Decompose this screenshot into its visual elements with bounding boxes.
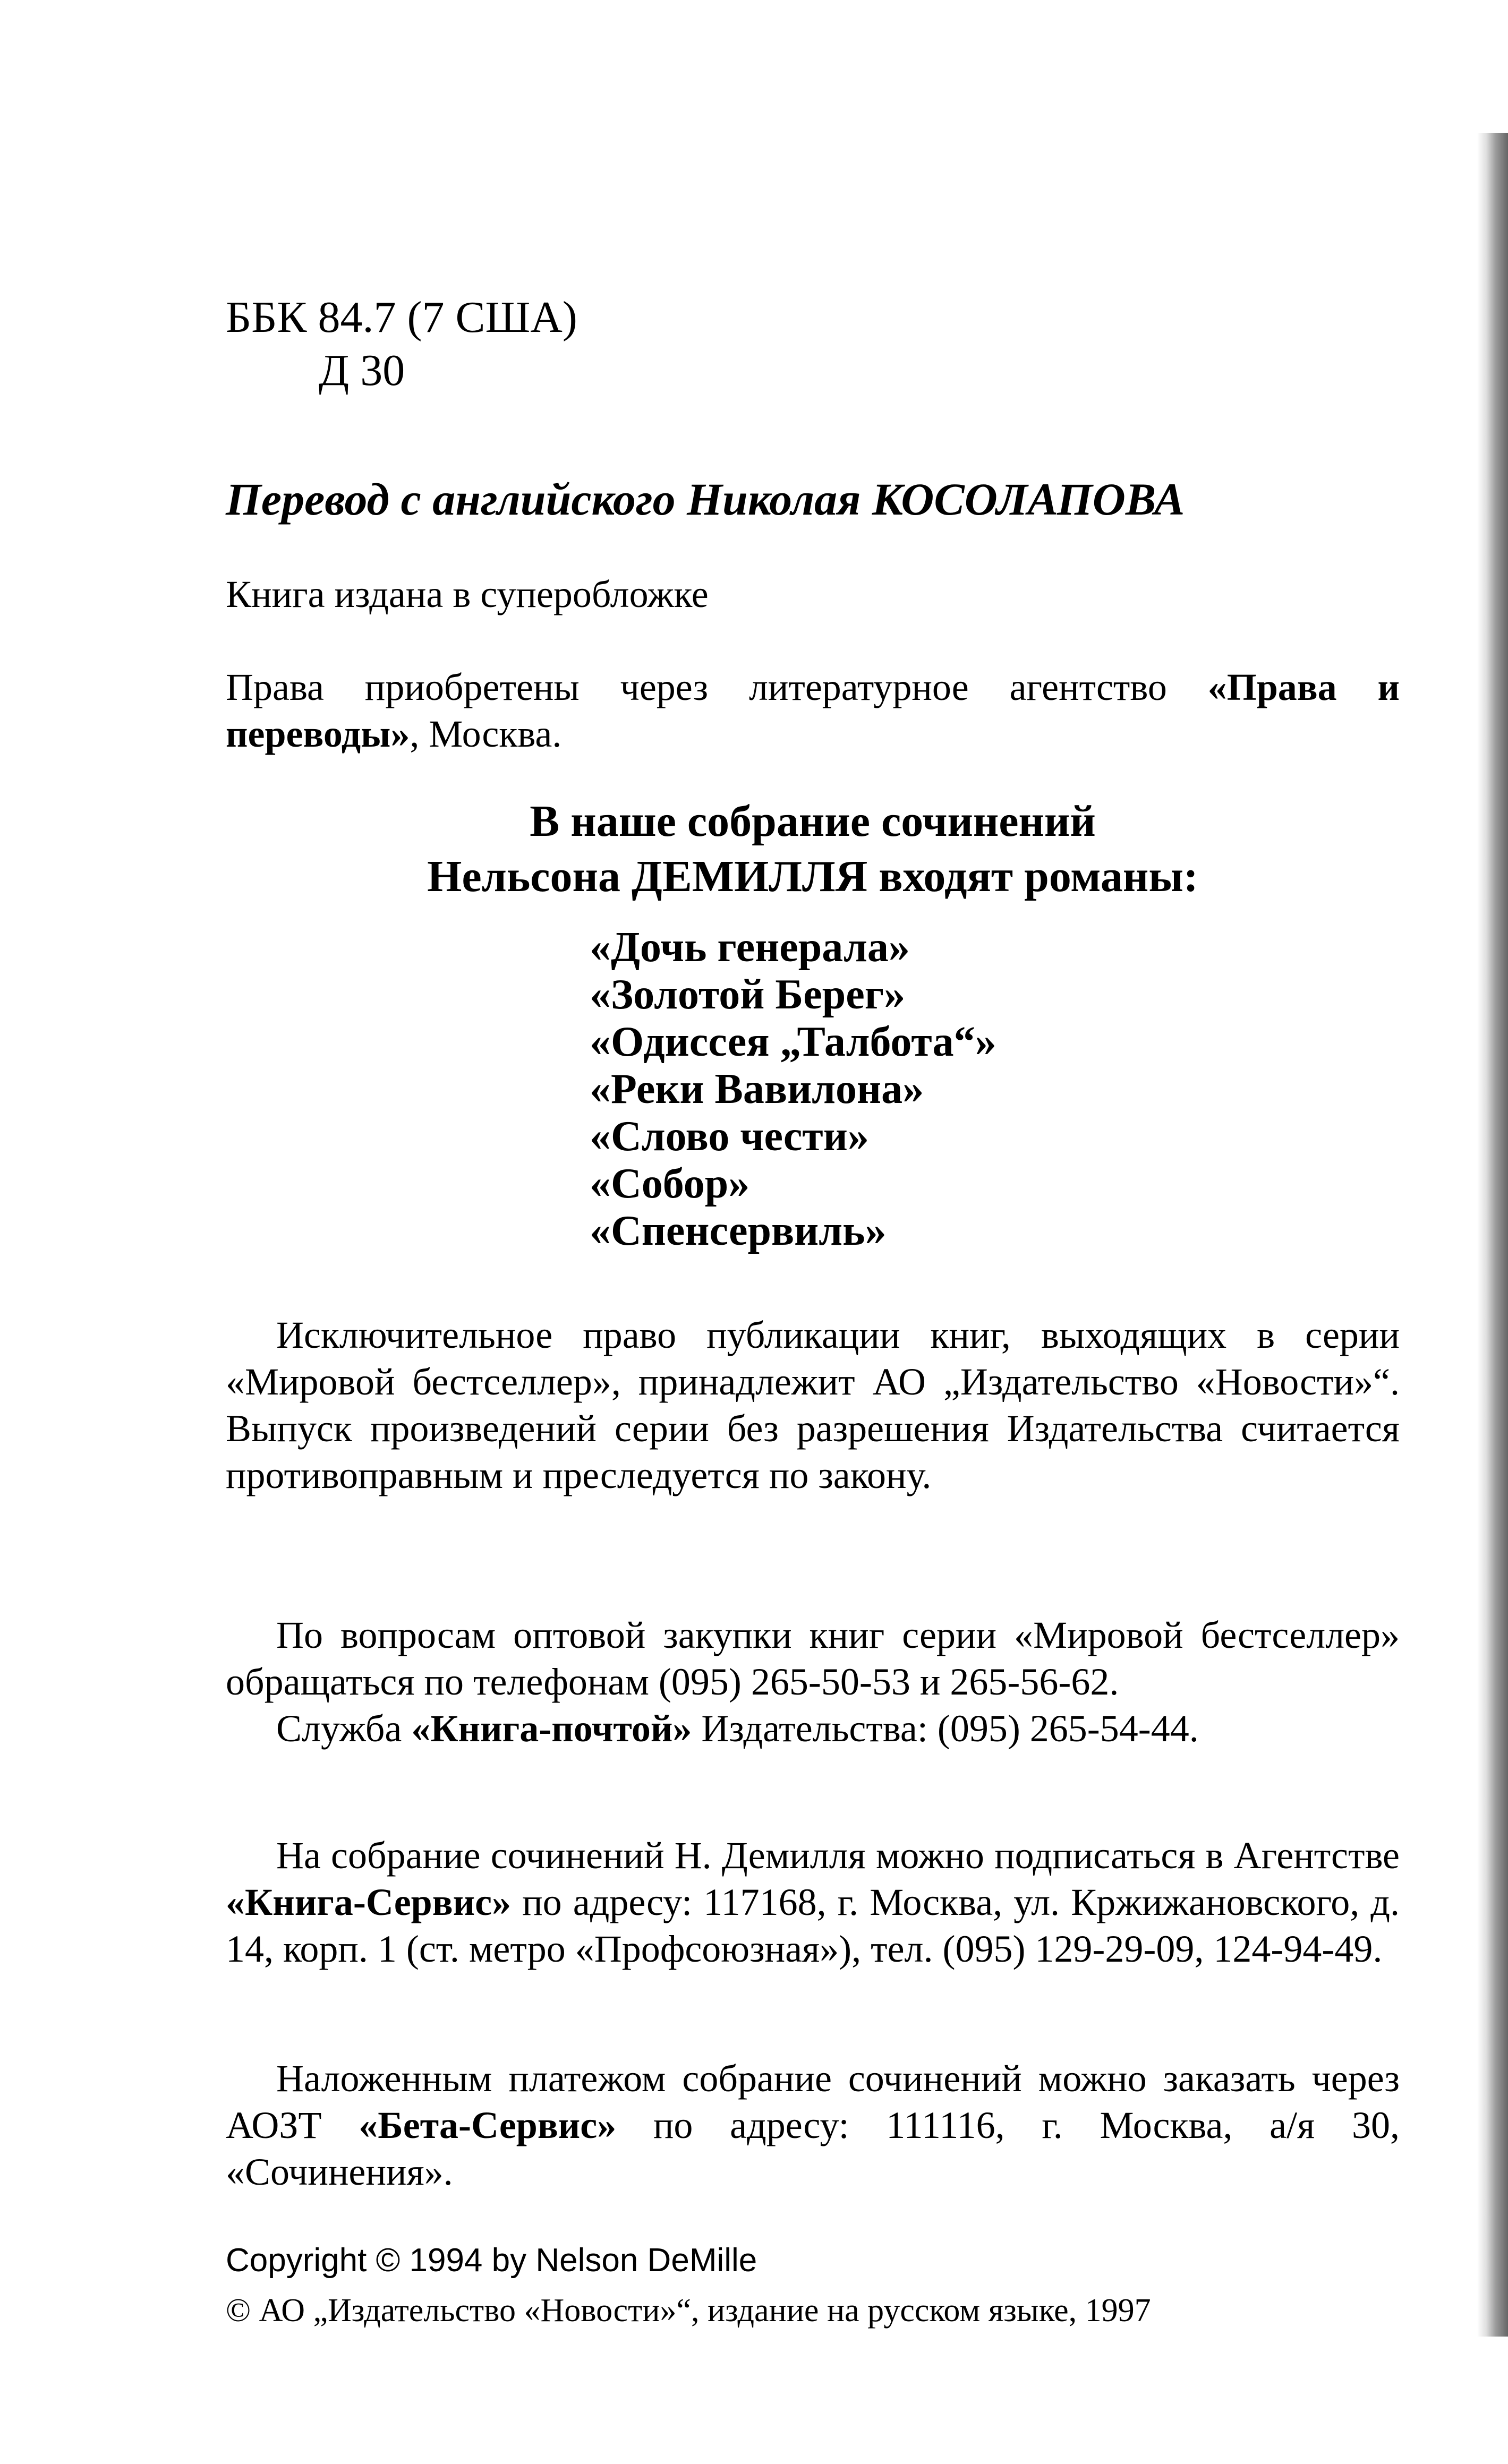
cod-order-company: «Бета-Сервис»	[359, 2104, 617, 2146]
novel-title: «Слово чести»	[590, 1113, 869, 1160]
wholesale-contacts: По вопросам оптовой закупки книг серии «Мировой бестселлер» обращаться по телефонам (095) 265-50-53 и 265-56-62.	[226, 1614, 1400, 1703]
subscription-text: На собрание сочинений Н. Демилля можно подписаться в Агентстве	[276, 1834, 1400, 1877]
dust-jacket-note-block	[226, 571, 1400, 618]
dust-jacket-note: Книга издана в суперобложке	[226, 573, 709, 615]
mail-service-phone: Издательства: (095) 265-54-44.	[692, 1707, 1199, 1750]
bbk-code: ББК 84.7 (7 США)	[226, 293, 577, 342]
scan-shadow-edge	[1477, 133, 1508, 2337]
novel-title: «Дочь генерала»	[590, 924, 910, 971]
wholesale-block	[226, 1612, 1400, 1752]
novel-title: «Собор»	[590, 1160, 750, 1207]
copyright-block	[226, 2236, 1151, 2335]
cod-order-text: Наложенным платежом собрание сочинений можно заказать через АОЗТ	[226, 2057, 1400, 2146]
novel-title: «Реки Вавилона»	[590, 1066, 924, 1113]
novel-title: «Золотой Берег»	[590, 971, 906, 1018]
rights-note	[226, 664, 1400, 757]
cod-order-info	[226, 2055, 1400, 2195]
exclusive-rights-block	[226, 1312, 1400, 1499]
novel-title: «Спенсервиль»	[590, 1208, 887, 1254]
rights-note-text: Права приобретены через литературное агентство	[226, 666, 1208, 708]
copyright-original: Copyright © 1994 by Nelson DeMille	[226, 2242, 757, 2279]
rights-note-block	[226, 664, 1400, 757]
subscription-agency: «Книга-Сервис»	[226, 1881, 512, 1923]
rights-note-city: , Москва.	[410, 713, 562, 755]
collection-heading-line2: Нельсона ДЕМИЛЛЯ входят романы:	[427, 852, 1198, 901]
mail-service-label: Служба	[276, 1707, 412, 1750]
subscription-info	[226, 1832, 1400, 1972]
mail-service	[226, 1705, 1400, 1752]
bbk-classification	[226, 291, 577, 397]
subscription-block	[226, 1832, 1400, 1972]
rights-agency: «Права и переводы»	[226, 666, 1400, 755]
novel-title: «Одиссея „Талбота“»	[590, 1019, 996, 1065]
collection-heading	[226, 794, 1400, 904]
translator-credit: Перевод с английского Николая КОСОЛАПОВА	[226, 474, 1185, 525]
cod-order-block	[226, 2055, 1400, 2195]
subscription-address: по адресу: 117168, г. Москва, ул. Кржижановского, д. 14, корп. 1 (ст. метро «Профсоюзная»), тел. (095) 129-29-09, 124-94-49.	[226, 1881, 1400, 1970]
author-mark: Д 30	[319, 346, 405, 395]
exclusive-rights-notice: Исключительное право публикации книг, выходящих в серии «Мировой бестселлер», принадлежит АО „Издательство «Новости»“. Выпуск произведений серии без разрешения Издательства считается противоправным и преследуется по закону.	[226, 1314, 1400, 1496]
copyright-translation: © АО „Издательство «Новости»“, издание на русском языке, 1997	[226, 2292, 1151, 2329]
collection-heading-line1: В наше собрание сочинений	[530, 797, 1096, 846]
mail-service-name: «Книга-почтой»	[411, 1707, 692, 1750]
novel-list	[590, 924, 996, 1255]
cod-order-address: по адресу: 111116, г. Москва, а/я 30, «Сочинения».	[226, 2104, 1400, 2193]
